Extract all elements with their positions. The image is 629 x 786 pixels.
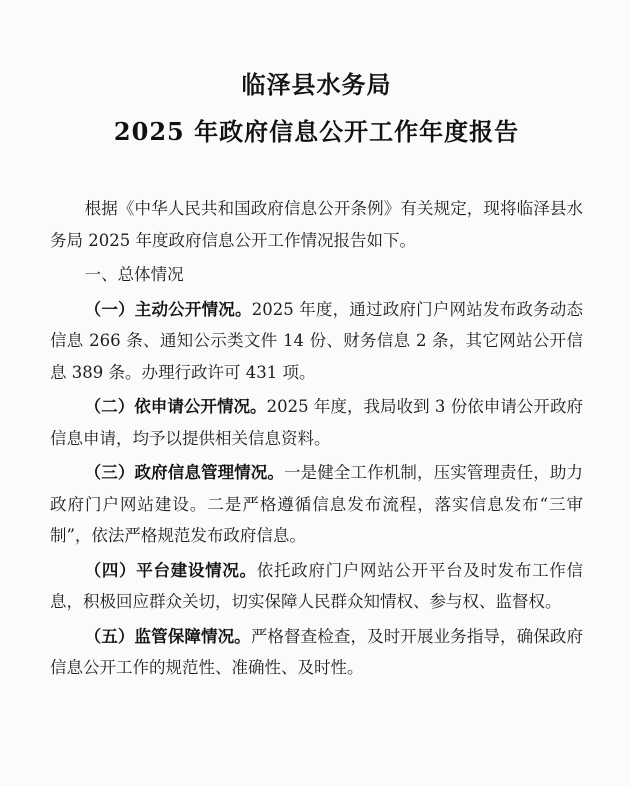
paragraph-lead: （三）政府信息管理情况。 [84, 463, 285, 482]
paragraph-lead: （五）监管保障情况。 [84, 626, 251, 646]
paragraph-platform-building [50, 555, 583, 618]
paragraph-info-management [50, 457, 583, 552]
title-organization: 临泽县水务局 [241, 70, 392, 99]
intro-paragraph: 根据《中华人民共和国政府信息公开条例》有关规定，现将临泽县水务局 2025 年度政府信息公开工作情况报告如下。 [50, 199, 583, 250]
document-body [50, 193, 583, 684]
section-heading-overview: 一、总体情况 [84, 265, 184, 284]
paragraph-text: 严格督查检查，及时开展业务指导，确保政府信息公开工作的规范性、准确性、及时性。 [50, 626, 584, 677]
paragraph-text: 2025 年度，通过政府门户网站发布政务动态信息 266 条、通知公示类文件 14 份、财务信息 2 条，其它网站公开信息 389 条。办理行政许可 431 项。 [50, 299, 583, 382]
paragraph-lead: （一）主动公开情况。 [84, 299, 252, 319]
paragraph-text: 一是健全工作机制，压实管理责任，助力政府门户网站建设。二是严格遵循信息发布流程，落实信息发布“三审制”，依法严格规范发布政府信息。 [50, 463, 584, 545]
paragraph-text: 2025 年度，我局收到 3 份依申请公开政府信息申请，均予以提供相关信息资料。 [50, 397, 584, 448]
title-report: 2025 年政府信息公开工作年度报告 [113, 117, 520, 146]
paragraph-request-disclosure [50, 391, 583, 454]
paragraph-lead: （二）依申请公开情况。 [84, 397, 267, 416]
document-title [50, 0, 583, 147]
paragraph-lead: （四）平台建设情况。 [84, 560, 257, 580]
paragraph-supervision [50, 621, 583, 684]
paragraph-active-disclosure [50, 294, 583, 389]
paragraph-text: 依托政府门户网站公开平台及时发布工作信息，积极回应群众关切，切实保障人民群众知情权、参与权、监督权。 [50, 560, 584, 611]
